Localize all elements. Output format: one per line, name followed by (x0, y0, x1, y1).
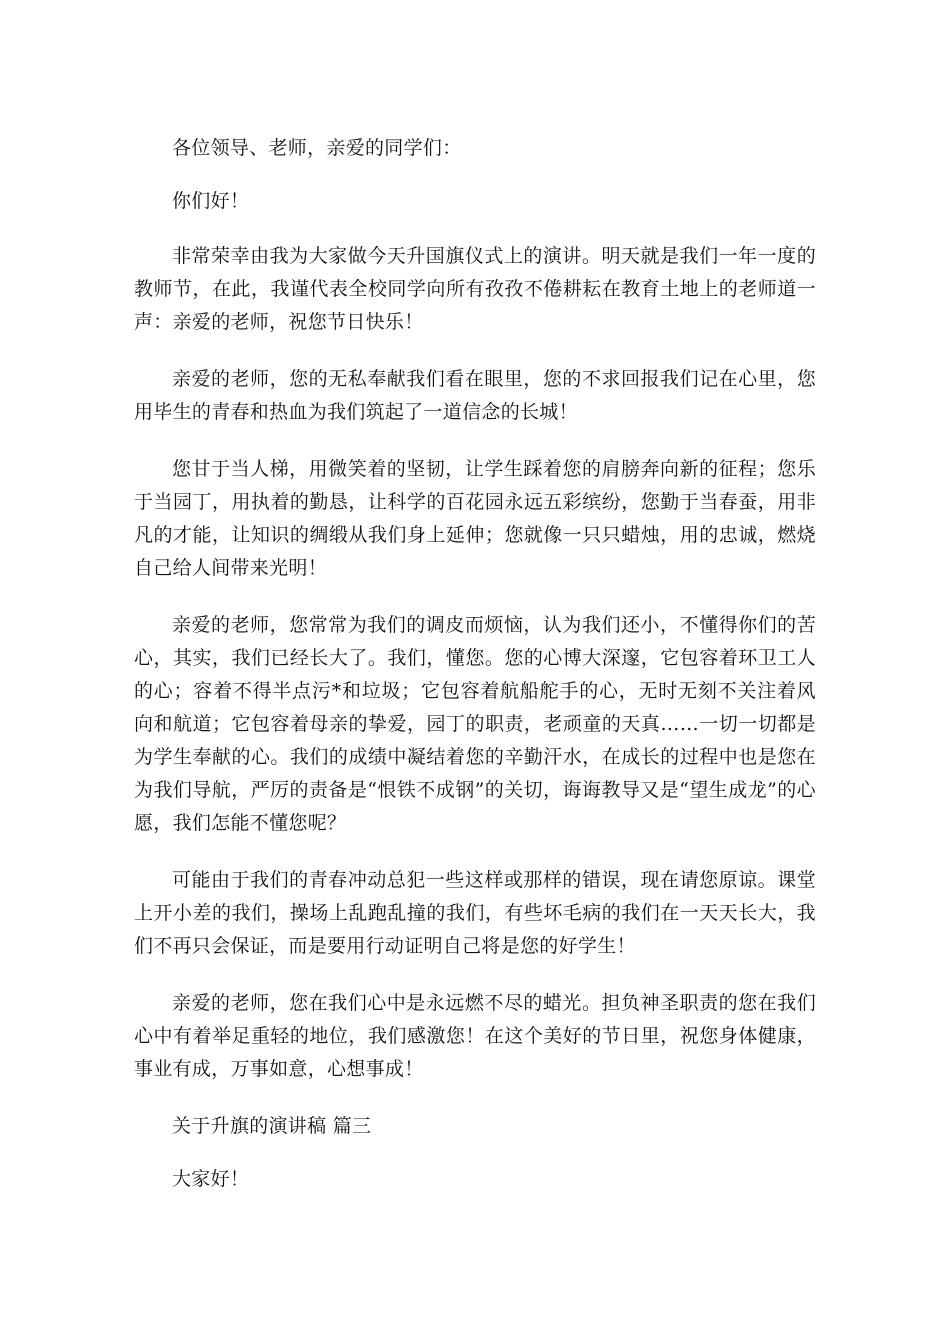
section-greeting: 大家好！ (172, 1168, 250, 1190)
paragraph-metaphors: 您甘于当人梯，用微笑着的坚韧，让学生踩着您的肩膀奔向新的征程；您乐于当园丁，用执着的勤恳，让科学的百花园永远五彩缤纷，您勤于当春蚕，用非凡的才能，让知识的绸缎从我们身上延伸；您就像一只只蜡烛，用的忠诚，燃烧自己给人间带来光明！ (134, 458, 816, 579)
paragraph-intro: 非常荣幸由我为大家做今天升国旗仪式上的演讲。明天就是我们一年一度的教师节，在此，我谨代表全校同学向所有孜孜不倦耕耘在教育土地上的老师道一声：亲爱的老师，祝您节日快乐！ (134, 245, 816, 333)
salutation: 各位领导、老师，亲爱的同学们： (172, 137, 462, 159)
greeting-line: 你们好！ (172, 190, 250, 212)
paragraph-apology: 可能由于我们的青春冲动总犯一些这样或那样的错误，现在请您原谅。课堂上开小差的我们，操场上乱跑乱撞的我们，有些坏毛病的我们在一天天长大，我们不再只会保证，而是要用行动证明自己将是您的好学生！ (134, 869, 816, 957)
section-heading: 关于升旗的演讲稿 篇三 (172, 1115, 372, 1137)
paragraph-understanding: 亲爱的老师，您常常为我们的调皮而烦恼，认为我们还小，不懂得你们的苦心，其实，我们已经长大了。我们，懂您。您的心博大深邃，它包容着环卫工人的心；容着不得半点污*和垃圾；它包容着航船舵手的心，无时无刻不关注着风向和航道；它包容着母亲的挚爱，园丁的职责，老顽童的天真……一切一切都是为学生奉献的心。我们的成绩中凝结着您的辛勤汗水，在成长的过程中也是您在为我们导航，严厉的责备是“恨铁不成钢”的关切，诲诲教导又是“望生成龙”的心愿，我们怎能不懂您呢？ (134, 614, 816, 834)
paragraph-dedication: 亲爱的老师，您的无私奉献我们看在眼里，您的不求回报我们记在心里，您用毕生的青春和热血为我们筑起了一道信念的长城！ (134, 368, 816, 423)
paragraph-wishes: 亲爱的老师，您在我们心中是永远燃不尽的蜡光。担负神圣职责的您在我们心中有着举足重轻的地位，我们感激您！在这个美好的节日里，祝您身体健康，事业有成，万事如意，心想事成！ (134, 992, 816, 1080)
